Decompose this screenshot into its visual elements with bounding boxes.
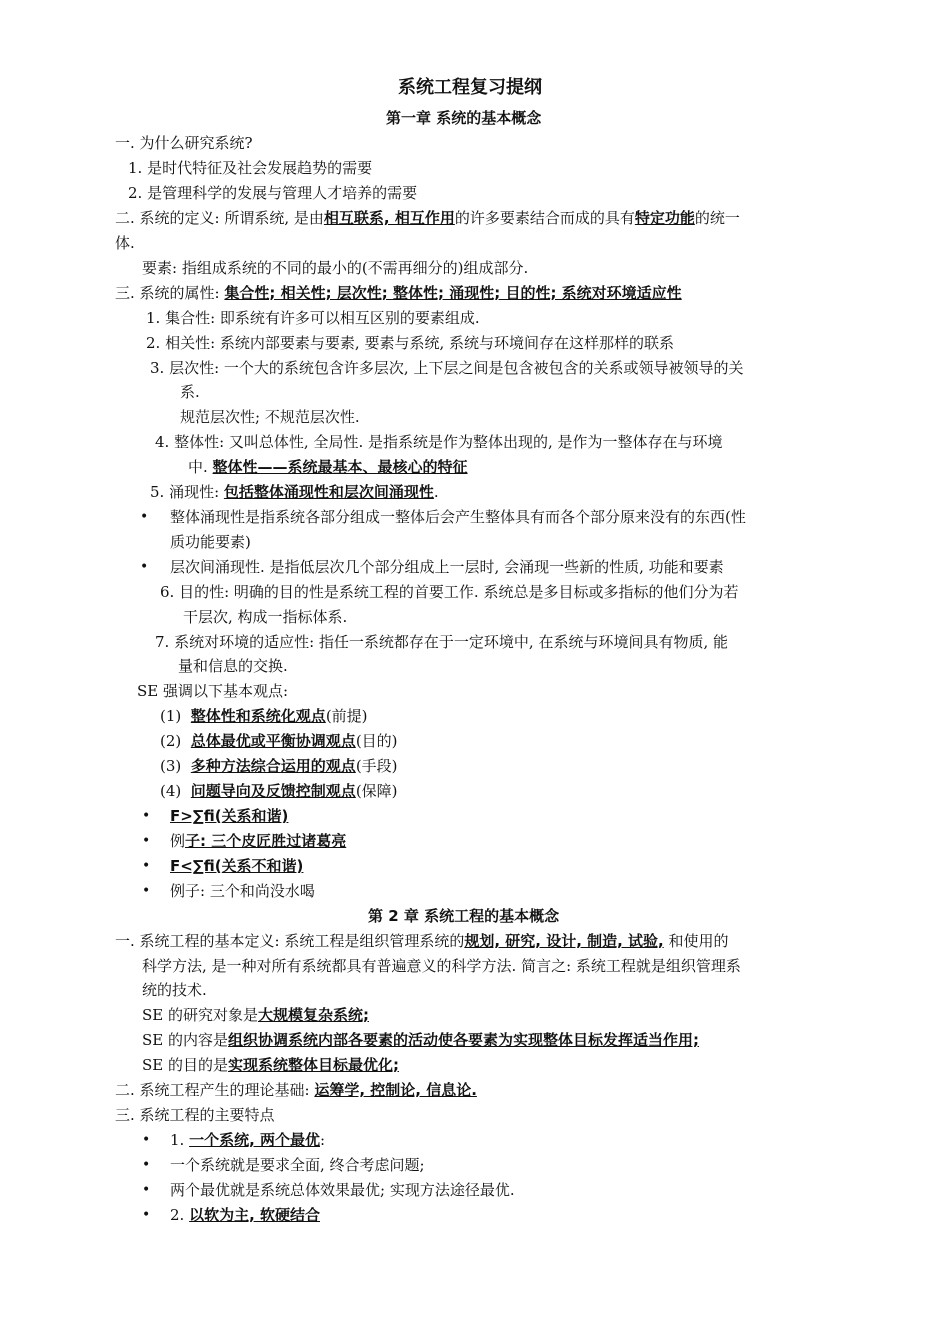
- attr-7-cont: 量和信息的交换.: [178, 657, 288, 675]
- se-intro: SE 强调以下基本观点:: [137, 682, 289, 700]
- view-text: 总体最优或平衡协调观点: [190, 732, 356, 750]
- def-key-1: 相互联系, 相互作用: [323, 209, 455, 227]
- view-item: [160, 706, 368, 726]
- bullet-emergence-1-cont: 质功能要素): [170, 533, 251, 551]
- bullet-icon: •: [142, 1207, 151, 1223]
- view-num: (4): [160, 782, 182, 800]
- se-goal: [142, 1055, 399, 1075]
- bullet-icon: •: [142, 883, 151, 899]
- se-def-c: 和使用的: [663, 932, 729, 950]
- view-text: 整体性和系统化观点: [190, 707, 326, 725]
- view-note: (前提): [325, 707, 368, 725]
- attr-6-cont: 干层次, 构成一指标体系.: [183, 608, 348, 626]
- se-definition: [115, 931, 729, 951]
- bullet-emergence-1: 整体涌现性是指系统各部分组成一整体后会产生整体具有而各个部分原来没有的东西(性: [170, 508, 746, 526]
- se-basis-key: 运筹学, 控制论, 信息论.: [314, 1081, 477, 1099]
- system-definition: [115, 208, 740, 228]
- bullet-icon: •: [142, 1157, 151, 1173]
- view-note: (手段): [355, 757, 398, 775]
- se-content-key: 组织协调系统内部各要素的活动使各要素为实现整体目标发挥适当作用;: [228, 1031, 700, 1049]
- se-definition-cont: 科学方法, 是一种对所有系统都具有普遍意义的科学方法. 简言之: 系统工程就是组织管理系: [142, 957, 741, 975]
- bullet-icon: •: [142, 858, 151, 874]
- def-text-d: 的统一: [694, 209, 740, 227]
- attr-2: 2. 相关性: 系统内部要素与要素, 要素与系统, 系统与环境间存在这样那样的联系: [146, 334, 674, 352]
- view-num: (2): [160, 732, 182, 750]
- feature-2: [170, 1205, 320, 1225]
- bullet-icon: •: [142, 808, 151, 824]
- view-note: (目的): [355, 732, 398, 750]
- example-2: 例子: 三个和尚没水喝: [170, 882, 315, 900]
- attr-4-cont: [188, 457, 468, 477]
- view-text: 多种方法综合运用的观点: [190, 757, 356, 775]
- formula-harmony: [170, 806, 288, 826]
- feature-1: [170, 1130, 325, 1150]
- attr-3: 3. 层次性: 一个大的系统包含许多层次, 上下层之间是包含被包含的关系或领导被领导的关: [150, 359, 744, 377]
- se-content-label: SE 的内容是: [142, 1031, 228, 1049]
- attr-4: 4. 整体性: 又叫总体性, 全局性. 是指系统是作为整体出现的, 是作为一整体存在与环境: [155, 433, 723, 451]
- attr-5-end: .: [433, 483, 439, 501]
- feature-1-num: 1.: [170, 1131, 190, 1149]
- example-1-a: 例: [170, 832, 186, 850]
- feature-2-text: 以软为主, 软硬结合: [189, 1206, 321, 1224]
- view-text: 问题导向及反馈控制观点: [190, 782, 356, 800]
- se-features: 三. 系统工程的主要特点: [115, 1106, 275, 1124]
- chapter2-heading: 第 2 章 系统工程的基本概念: [368, 907, 560, 925]
- attr-3-cont: 系.: [180, 383, 200, 401]
- doc-title: 系统工程复习提纲: [398, 77, 542, 98]
- attr-7: 7. 系统对环境的适应性: 指任一系统都存在于一定环境中, 在系统与环境间具有物质, 能: [155, 633, 728, 651]
- view-note: (保障): [355, 782, 398, 800]
- why-item-1: 1. 是时代特征及社会发展趋势的需要: [128, 159, 373, 177]
- def-text-c: 的许多要素结合而成的具有: [454, 209, 635, 227]
- example-1: [170, 831, 346, 851]
- bullet-icon: •: [140, 559, 149, 575]
- attr-4-key: 整体性——系统最基本、最核心的特征: [212, 458, 468, 476]
- attr-6: 6. 目的性: 明确的目的性是系统工程的首要工作. 系统总是多目标或多指标的他们分为若: [160, 583, 739, 601]
- element-definition: 要素: 指组成系统的不同的最小的(不需再细分的)组成部分.: [142, 259, 529, 277]
- def-text-a: 二. 系统的定义: 所谓系统, 是由: [115, 209, 324, 227]
- attr-5: [150, 482, 439, 502]
- se-def-key: 规划, 研究, 设计, 制造, 试验,: [464, 932, 664, 950]
- bullet-icon: •: [140, 509, 149, 525]
- feature-1-text: 一个系统, 两个最优: [189, 1131, 321, 1149]
- attr-label: 三. 系统的属性:: [115, 284, 225, 302]
- system-attributes: [115, 283, 682, 303]
- attr-3-note: 规范层次性; 不规范层次性.: [180, 408, 360, 426]
- attr-5-label: 5. 涌现性:: [150, 483, 224, 501]
- feature-1-end: :: [320, 1131, 326, 1149]
- se-object-label: SE 的研究对象是: [142, 1006, 258, 1024]
- view-item: [160, 756, 398, 776]
- bullet-icon: •: [142, 1132, 151, 1148]
- feature-1-detail-1: 一个系统就是要求全面, 终合考虑问题;: [170, 1156, 425, 1174]
- def-key-2: 特定功能: [634, 209, 695, 227]
- feature-1-detail-2: 两个最优就是系统总体效果最优; 实现方法途径最优.: [170, 1181, 515, 1199]
- se-basis-label: 二. 系统工程产生的理论基础:: [115, 1081, 315, 1099]
- se-goal-label: SE 的目的是: [142, 1056, 228, 1074]
- view-item: [160, 731, 398, 751]
- view-num: (3): [160, 757, 182, 775]
- se-object: [142, 1005, 369, 1025]
- example-1-b: 子: 三个皮匠胜过诸葛亮: [185, 832, 347, 850]
- bullet-icon: •: [142, 833, 151, 849]
- formula-disharmony-text: F<∑fi(关系不和谐): [170, 857, 304, 875]
- se-basis: [115, 1080, 477, 1100]
- attr-list: 集合性; 相关性; 层次性; 整体性; 涌现性; 目的性; 系统对环境适应性: [224, 284, 682, 302]
- view-num: (1): [160, 707, 182, 725]
- attr-4-cont-a: 中.: [188, 458, 213, 476]
- formula-harmony-text: F>∑fi(关系和谐): [170, 807, 289, 825]
- view-item: [160, 781, 398, 801]
- why-item-2: 2. 是管理科学的发展与管理人才培养的需要: [128, 184, 418, 202]
- definition-cont: 体.: [115, 234, 135, 252]
- section-why: 一. 为什么研究系统?: [115, 134, 253, 152]
- se-content: [142, 1030, 699, 1050]
- formula-disharmony: [170, 856, 303, 876]
- bullet-icon: •: [142, 1182, 151, 1198]
- attr-5-key: 包括整体涌现性和层次间涌现性: [223, 483, 434, 501]
- se-definition-cont2: 统的技术.: [142, 981, 207, 999]
- attr-1: 1. 集合性: 即系统有许多可以相互区别的要素组成.: [146, 309, 480, 327]
- se-def-a: 一. 系统工程的基本定义: 系统工程是组织管理系统的: [115, 932, 465, 950]
- se-goal-key: 实现系统整体目标最优化;: [228, 1056, 399, 1074]
- bullet-emergence-2: 层次间涌现性. 是指低层次几个部分组成上一层时, 会涌现一些新的性质, 功能和要素: [170, 558, 724, 576]
- chapter1-heading: 第一章 系统的基本概念: [386, 109, 542, 127]
- se-object-key: 大规模复杂系统;: [258, 1006, 369, 1024]
- feature-2-num: 2.: [170, 1206, 190, 1224]
